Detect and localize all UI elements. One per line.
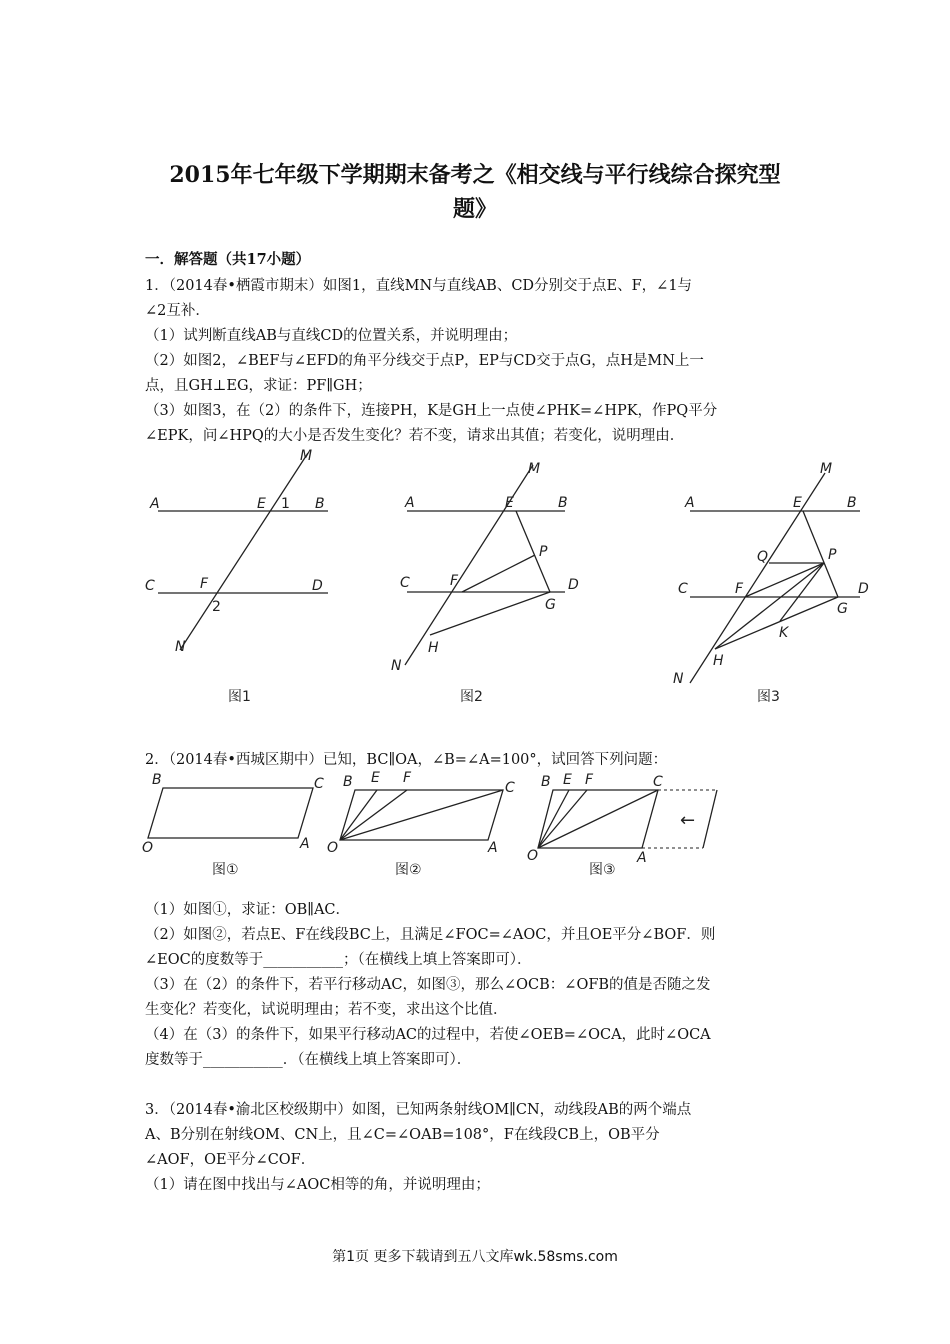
label-n: N	[673, 671, 684, 687]
label-q: Q	[757, 549, 769, 565]
line-mn	[180, 453, 308, 650]
label-a: A	[685, 495, 695, 511]
label-h: H	[428, 640, 439, 656]
label-d: D	[568, 577, 579, 593]
label-a: A	[150, 496, 160, 512]
figure-1-caption: 图1	[228, 689, 251, 705]
segment-of	[340, 790, 407, 840]
label-o: O	[327, 840, 339, 856]
label-e: E	[257, 496, 266, 512]
figure-3-caption: 图3	[757, 689, 780, 705]
label-m: M	[820, 461, 833, 477]
q3-line-3: ∠AOF，OE平分∠COF．	[145, 1152, 316, 1168]
figure-circled-3	[525, 770, 725, 880]
q1-line-3: （1）试判断直线AB与直线CD的位置关系，并说明理由；	[145, 328, 518, 344]
label-d: D	[858, 581, 869, 597]
section-heading: 一．解答题（共17小题）	[145, 251, 311, 268]
label-o: O	[142, 840, 154, 856]
q1-line-1: 1．（2014春•栖霞市期末）如图1，直线MN与直线AB、CD分别交于点E、F，∠1与	[145, 278, 693, 294]
label-c: C	[678, 581, 688, 597]
page-title: 2015年七年级下学期期末备考之《相交线与平行线综合探究型	[169, 162, 781, 188]
label-1: 1	[281, 496, 290, 512]
figure-circled-1	[138, 770, 333, 880]
segment-hg	[715, 597, 838, 649]
q2-line-6: 生变化？若变化，试说明理由；若不变，求出这个比值．	[145, 1002, 508, 1018]
figure-circled-1-caption: 图①	[212, 862, 239, 878]
q1-line-6: （3）如图3，在（2）的条件下，连接PH，K是GH上一点使∠PHK=∠HPK，作PQ平分	[145, 403, 718, 419]
label-2: 2	[212, 599, 221, 615]
segment-fp	[462, 555, 535, 592]
label-b: B	[343, 774, 353, 790]
label-c: C	[400, 575, 410, 591]
label-a: A	[637, 850, 647, 866]
label-n: N	[391, 658, 402, 674]
label-b: B	[315, 496, 325, 512]
original-side-ac	[703, 790, 717, 848]
q3-line-1: 3．（2014春•渝北区校级期中）如图，已知两条射线OM∥CN，动线段AB的两个端点	[145, 1102, 692, 1118]
figure-2	[385, 445, 595, 710]
q2-line-8: 度数等于___________．（在横线上填上答案即可）．	[145, 1052, 472, 1068]
label-f: F	[735, 581, 744, 597]
label-p: P	[828, 547, 837, 563]
q2-line-4: ∠EOC的度数等于___________；（在横线上填上答案即可）．	[145, 952, 532, 968]
label-d: D	[312, 578, 323, 594]
q2-line-3: （2）如图②，若点E、F在线段BC上，且满足∠FOC=∠AOC，并且OE平分∠BOF．则	[145, 927, 716, 943]
label-f: F	[200, 576, 209, 592]
q1-line-4: （2）如图2，∠BEF与∠EFD的角平分线交于点P，EP与CD交于点G，点H是MN上一	[145, 353, 704, 369]
figure-1	[140, 445, 340, 710]
label-h: H	[713, 653, 724, 669]
label-a: A	[405, 495, 415, 511]
figure-circled-3-caption: 图③	[589, 862, 616, 878]
label-f: F	[585, 772, 594, 788]
q2-line-1: 2．（2014春•西城区期中）已知，BC∥OA，∠B=∠A=100°，试回答下列问题：	[145, 752, 668, 768]
label-b: B	[152, 772, 162, 788]
segment-oe	[340, 790, 377, 840]
label-c: C	[314, 776, 324, 792]
q2-line-5: （3）在（2）的条件下，若平行移动AC，如图③，那么∠OCB：∠OFB的值是否随之发	[145, 977, 711, 993]
segment-oc	[340, 790, 503, 840]
label-c: C	[653, 774, 663, 790]
label-b: B	[847, 495, 857, 511]
figure-circled-2-caption: 图②	[395, 862, 422, 878]
label-f: F	[450, 573, 459, 589]
label-p: P	[539, 544, 548, 560]
q1-line-2: ∠2互补．	[145, 303, 210, 319]
label-b: B	[541, 774, 551, 790]
label-c: C	[145, 578, 155, 594]
label-e: E	[793, 495, 802, 511]
label-m: M	[300, 448, 313, 464]
figure-3	[665, 445, 880, 710]
q1-line-7: ∠EPK，问∠HPQ的大小是否发生变化？若不变，请求出其值；若变化，说明理由．	[145, 428, 685, 444]
q2-line-7: （4）在（3）的条件下，如果平行移动AC的过程中，若使∠OEB=∠OCA，此时∠OCA	[145, 1027, 711, 1043]
label-c: C	[505, 780, 515, 796]
figure-2-caption: 图2	[460, 689, 483, 705]
label-e: E	[371, 770, 380, 786]
label-a: A	[488, 840, 498, 856]
figure-circled-2	[325, 770, 525, 880]
label-e: E	[563, 772, 572, 788]
q3-line-2: A、B分别在射线OM、CN上，且∠C=∠OAB=108°，F在线段CB上，OB平分	[145, 1127, 660, 1143]
label-g: G	[837, 601, 848, 617]
page-footer: 第1页 更多下载请到五八文库wk.58sms.com	[332, 1249, 618, 1265]
q2-line-2: （1）如图①，求证：OB∥AC．	[145, 902, 351, 918]
move-arrow-icon: ←	[680, 810, 696, 831]
segment-hp	[715, 563, 824, 649]
q1-line-5: 点，且GH⊥EG，求证：PF∥GH；	[145, 378, 372, 394]
label-a: A	[300, 836, 310, 852]
label-k: K	[779, 625, 789, 641]
segment-oc	[538, 790, 658, 848]
page-title-continued: 题》	[452, 196, 497, 222]
label-e: E	[505, 495, 514, 511]
q3-line-4: （1）请在图中找出与∠AOC相等的角，并说明理由；	[145, 1177, 490, 1193]
label-o: O	[527, 848, 539, 864]
label-m: M	[528, 461, 541, 477]
segment-oe	[538, 790, 569, 848]
parallelogram-obac	[148, 788, 313, 838]
label-f: F	[403, 770, 412, 786]
label-n: N	[175, 639, 186, 655]
label-b: B	[558, 495, 568, 511]
label-g: G	[545, 597, 556, 613]
